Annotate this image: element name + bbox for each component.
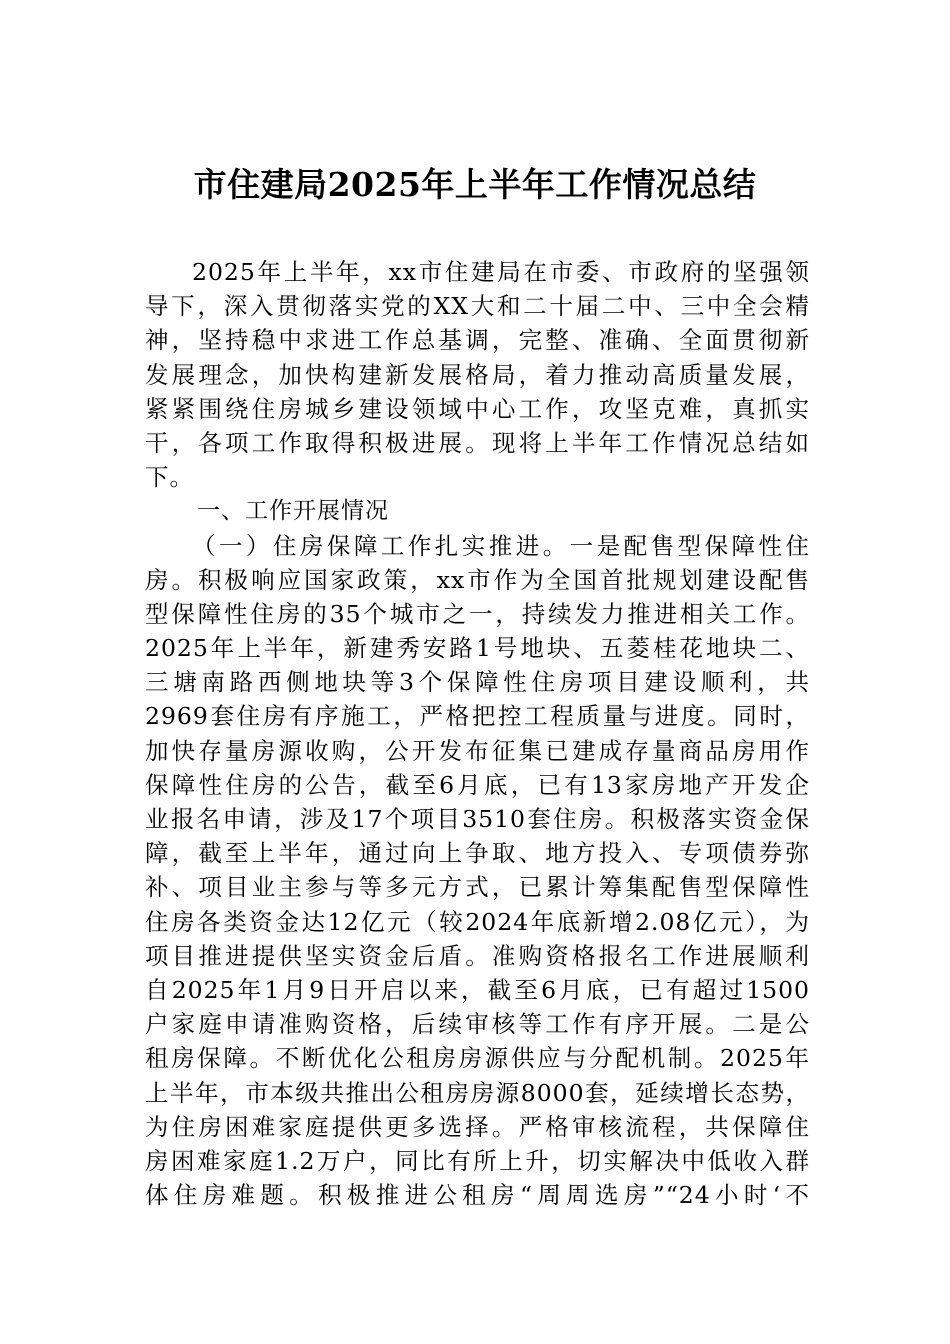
document-body	[145, 255, 810, 1212]
paragraph-line: 自2025年1月9日开启以来，截至6月底，已有超过1500	[145, 975, 810, 1004]
paragraph-line: 导下，深入贯彻落实党的XX大和二十届二中、三中全会精	[145, 292, 810, 321]
paragraph-line: 上半年，市本级共推出公租房房源8000套，延续增长态势，	[145, 1078, 810, 1107]
paragraph-line: 项目推进提供坚实资金后盾。准购资格报名工作进展顺利	[145, 941, 810, 970]
paragraph-line: 2969套住房有序施工，严格把控工程质量与进度。同时，	[145, 702, 810, 731]
paragraph-line: 紧紧围绕住房城乡建设领域中心工作，攻坚克难，真抓实	[145, 394, 810, 423]
paragraph-line: 型保障性住房的35个城市之一，持续发力推进相关工作。	[145, 599, 810, 628]
paragraph-line: 障，截至上半年，通过向上争取、地方投入、专项债券弥	[145, 839, 810, 868]
paragraph-line: 发展理念，加快构建新发展格局，着力推动高质量发展，	[145, 360, 810, 389]
section-heading: 一、工作开展情况	[197, 498, 389, 525]
paragraph-line: 租房保障。不断优化公租房房源供应与分配机制。2025年	[145, 1044, 810, 1073]
paragraph-line: 神，坚持稳中求进工作总基调，完整、准确、全面贯彻新	[145, 326, 810, 355]
paragraph-line: 为住房困难家庭提供更多选择。严格审核流程，共保障住	[145, 1112, 810, 1141]
paragraph-line: 2025年上半年，xx市住建局在市委、市政府的坚强领	[192, 258, 810, 286]
paragraph-line: 下。	[145, 463, 194, 492]
paragraph-line: 保障性住房的公告，截至6月底，已有13家房地产开发企	[145, 770, 810, 799]
paragraph-line: 业报名申请，涉及17个项目3510套住房。积极落实资金保	[145, 805, 810, 833]
paragraph-line: 三塘南路西侧地块等3个保障性住房项目建设顺利，共	[145, 668, 810, 697]
paragraph-line: 房困难家庭1.2万户，同比有所上升，切实解决中低收入群	[145, 1146, 810, 1175]
document-title: 市住建局2025年上半年工作情况总结	[193, 165, 757, 204]
paragraph-line: 加快存量房源收购，公开发布征集已建成存量商品房用作	[145, 736, 810, 765]
paragraph-line: 2025年上半年，新建秀安路1号地块、五菱桂花地块二、	[145, 634, 810, 663]
paragraph-line: 住房各类资金达12亿元（较2024年底新增2.08亿元），为	[145, 907, 810, 936]
paragraph-line: 体住房难题。积极推进公租房“周周选房”“24小时‘不	[145, 1181, 810, 1210]
paragraph-line: （一）住房保障工作扎实推进。一是配售型保障性住	[192, 531, 810, 560]
paragraph-line: 补、项目业主参与等多元方式，已累计筹集配售型保障性	[145, 873, 810, 902]
paragraph-line: 户家庭申请准购资格，后续审核等工作有序开展。二是公	[145, 1010, 810, 1039]
paragraph-line: 干，各项工作取得积极进展。现将上半年工作情况总结如	[145, 428, 810, 457]
paragraph-line: 房。积极响应国家政策，xx市作为全国首批规划建设配售	[145, 565, 810, 594]
